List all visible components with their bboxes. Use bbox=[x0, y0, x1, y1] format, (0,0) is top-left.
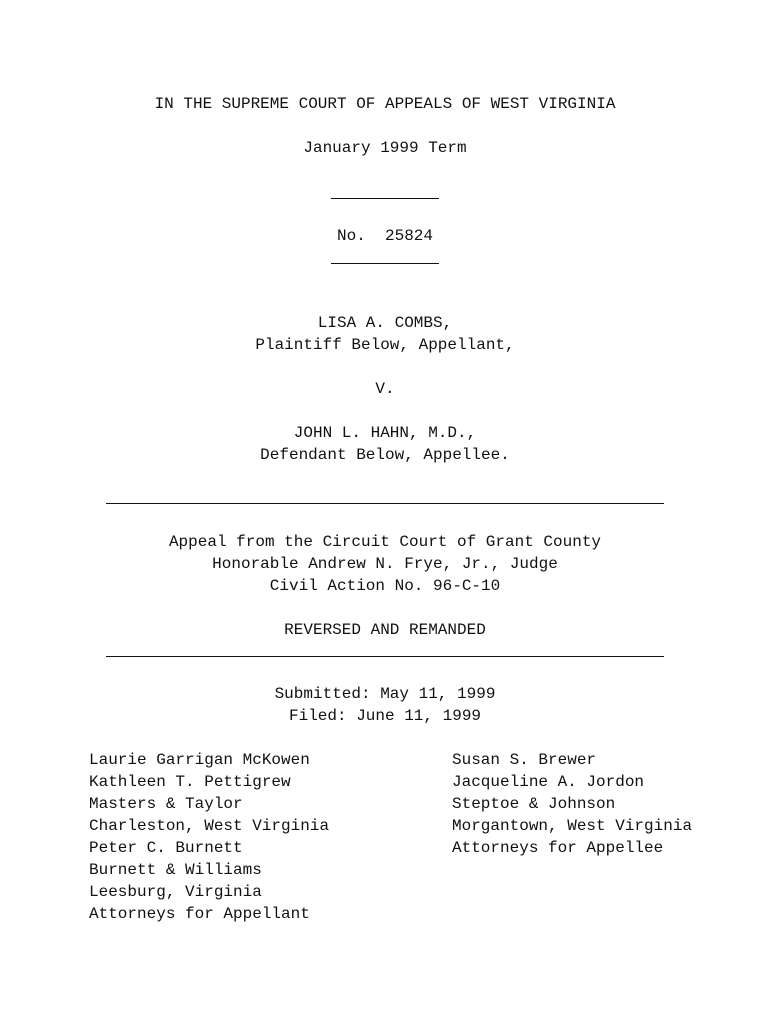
versus: V. bbox=[375, 380, 395, 398]
counsel-line: Steptoe & Johnson bbox=[452, 795, 616, 813]
counsel-line: Attorneys for Appellee bbox=[452, 839, 664, 857]
rule-above-appeal bbox=[106, 503, 664, 504]
civil-action: Civil Action No. 96-C-10 bbox=[269, 577, 501, 595]
counsel-line: Attorneys for Appellant bbox=[89, 905, 310, 923]
appeal-judge: Honorable Andrew N. Frye, Jr., Judge bbox=[212, 555, 558, 573]
appellant-role: Plaintiff Below, Appellant, bbox=[255, 336, 515, 354]
term: January 1999 Term bbox=[303, 139, 467, 157]
appeal-origin: Appeal from the Circuit Court of Grant County bbox=[168, 533, 602, 551]
divider-top bbox=[331, 198, 439, 199]
filed-date: Filed: June 11, 1999 bbox=[288, 707, 482, 725]
counsel-line: Charleston, West Virginia bbox=[89, 817, 330, 835]
appellee-counsel bbox=[452, 749, 692, 859]
rule-below-appeal bbox=[106, 656, 664, 657]
counsel-line: Kathleen T. Pettigrew bbox=[89, 773, 291, 791]
counsel-line: Leesburg, Virginia bbox=[89, 883, 262, 901]
counsel-line: Susan S. Brewer bbox=[452, 751, 597, 769]
appellant-name: LISA A. COMBS, bbox=[317, 314, 453, 332]
appellant-counsel bbox=[89, 749, 329, 925]
counsel-line: Jacqueline A. Jordon bbox=[452, 773, 645, 791]
submitted-date: Submitted: May 11, 1999 bbox=[274, 685, 496, 703]
counsel-line: Morgantown, West Virginia bbox=[452, 817, 693, 835]
disposition: REVERSED AND REMANDED bbox=[284, 621, 486, 639]
counsel-line: Laurie Garrigan McKowen bbox=[89, 751, 310, 769]
appellee-role: Defendant Below, Appellee. bbox=[260, 446, 510, 464]
counsel-line: Peter C. Burnett bbox=[89, 839, 243, 857]
case-number: No. 25824 bbox=[336, 227, 433, 245]
counsel-line: Burnett & Williams bbox=[89, 861, 262, 879]
court-title: IN THE SUPREME COURT OF APPEALS OF WEST VIRGINIA bbox=[154, 95, 616, 113]
divider-bottom bbox=[331, 263, 439, 264]
counsel-line: Masters & Taylor bbox=[89, 795, 243, 813]
appellee-name: JOHN L. HAHN, M.D., bbox=[293, 424, 477, 442]
